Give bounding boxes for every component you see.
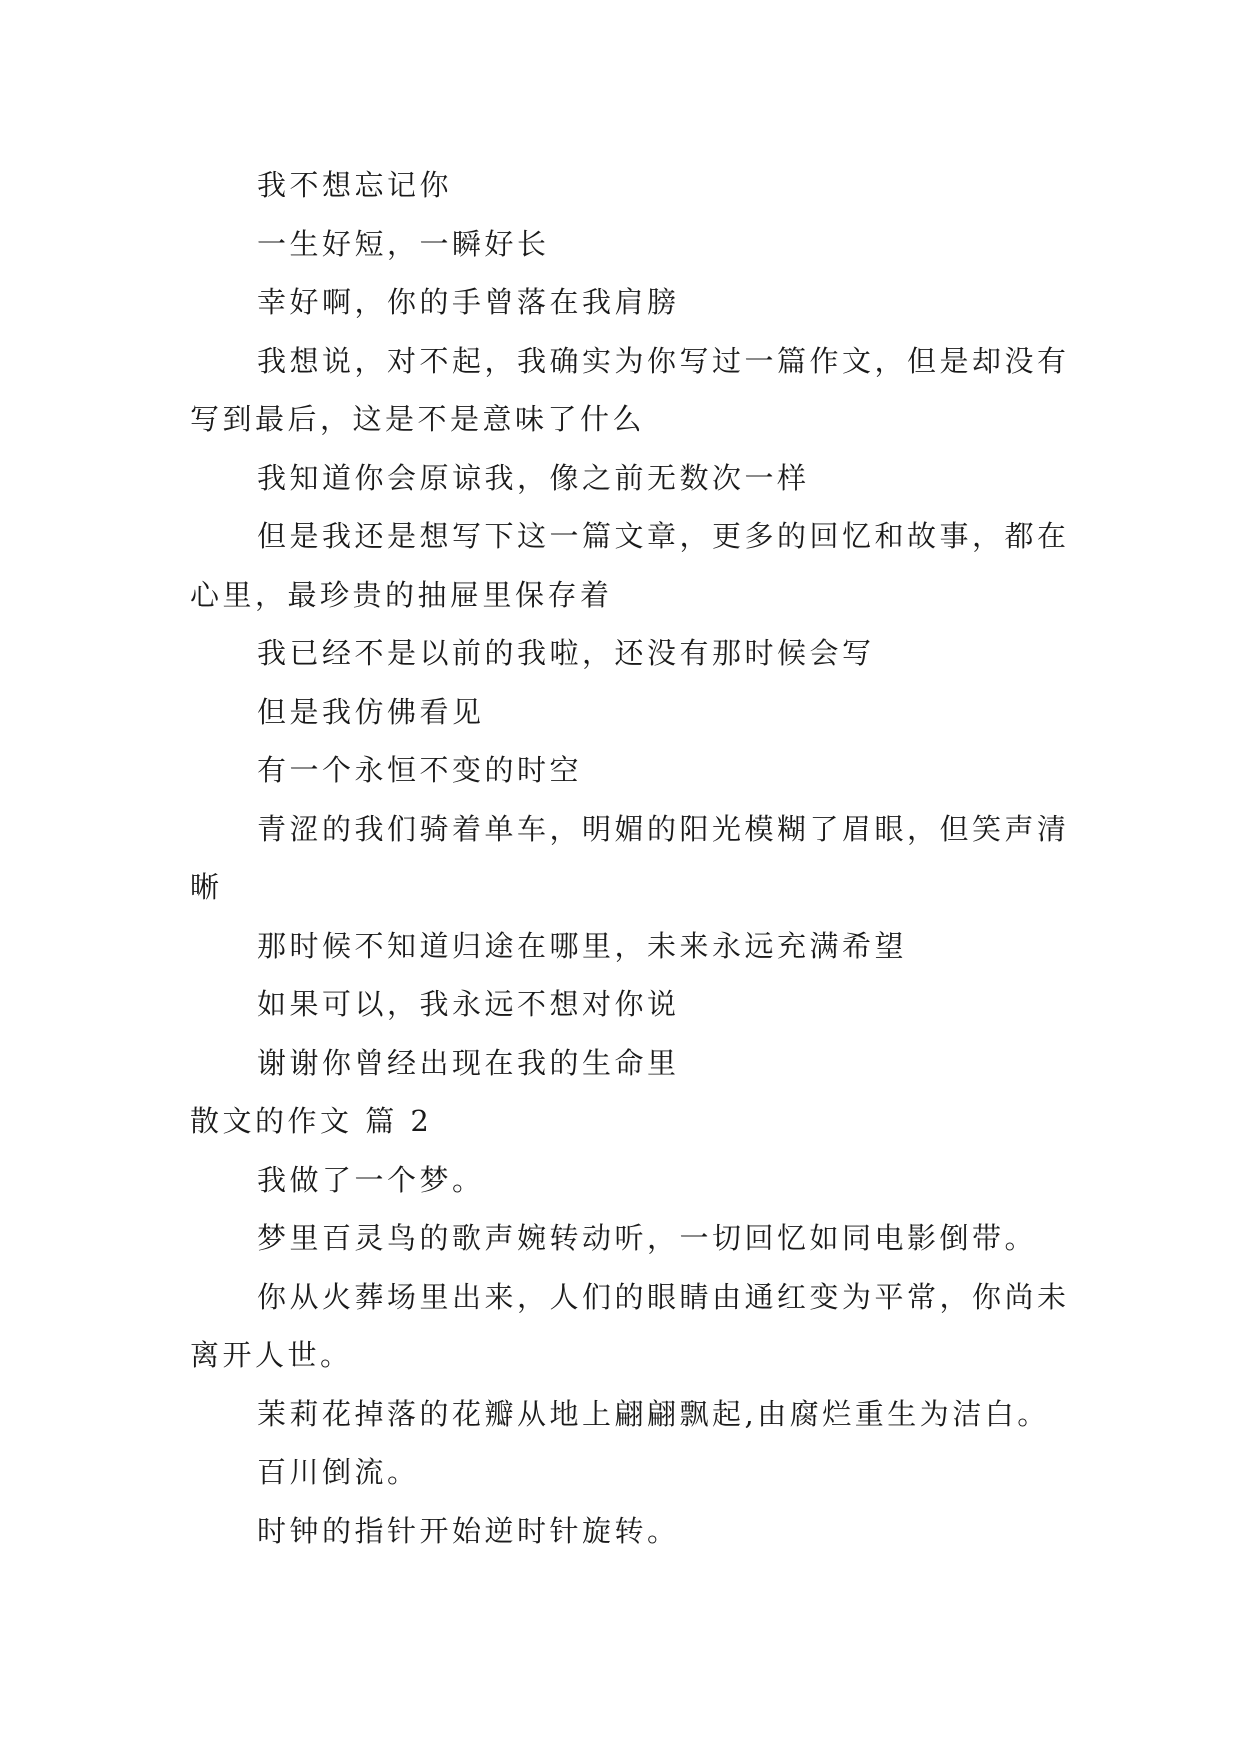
paragraph: 谢谢你曾经出现在我的生命里 — [257, 1045, 680, 1080]
paragraph: 我做了一个梦。 — [257, 1162, 485, 1197]
paragraph: 我已经不是以前的我啦，还没有那时候会写 — [257, 636, 875, 670]
section-heading: 散文的作文 篇 2 — [190, 1104, 433, 1138]
paragraph: 百川倒流。 — [257, 1455, 420, 1489]
document-body — [190, 156, 1070, 1560]
paragraph: 茉莉花掉落的花瓣从地上翩翩飘起,由腐烂重生为洁白。 — [257, 1396, 1050, 1431]
paragraph: 青涩的我们骑着单车，明媚的阳光模糊了眉眼，但笑声清晰 — [190, 811, 1070, 904]
paragraph: 那时候不知道归途在哪里，未来永远充满希望 — [257, 928, 908, 963]
paragraph: 一生好短，一瞬好长 — [257, 226, 550, 261]
paragraph: 梦里百灵鸟的歌声婉转动听，一切回忆如同电影倒带。 — [257, 1221, 1038, 1255]
paragraph: 我想说，对不起，我确实为你写过一篇作文，但是却没有写到最后，这是不是意味了什么 — [190, 343, 1070, 436]
paragraph: 但是我仿佛看见 — [257, 694, 485, 729]
paragraph: 我知道你会原谅我，像之前无数次一样 — [257, 460, 810, 495]
paragraph: 时钟的指针开始逆时针旋转。 — [257, 1513, 680, 1548]
paragraph: 有一个永恒不变的时空 — [257, 753, 583, 787]
paragraph: 如果可以，我永远不想对你说 — [257, 987, 680, 1021]
paragraph: 幸好啊，你的手曾落在我肩膀 — [257, 285, 680, 319]
paragraph: 但是我还是想写下这一篇文章，更多的回忆和故事，都在心里，最珍贵的抽屉里保存着 — [190, 519, 1070, 612]
paragraph: 你从火葬场里出来，人们的眼睛由通红变为平常，你尚未离开人世。 — [190, 1279, 1070, 1372]
paragraph: 我不想忘记你 — [257, 168, 453, 202]
